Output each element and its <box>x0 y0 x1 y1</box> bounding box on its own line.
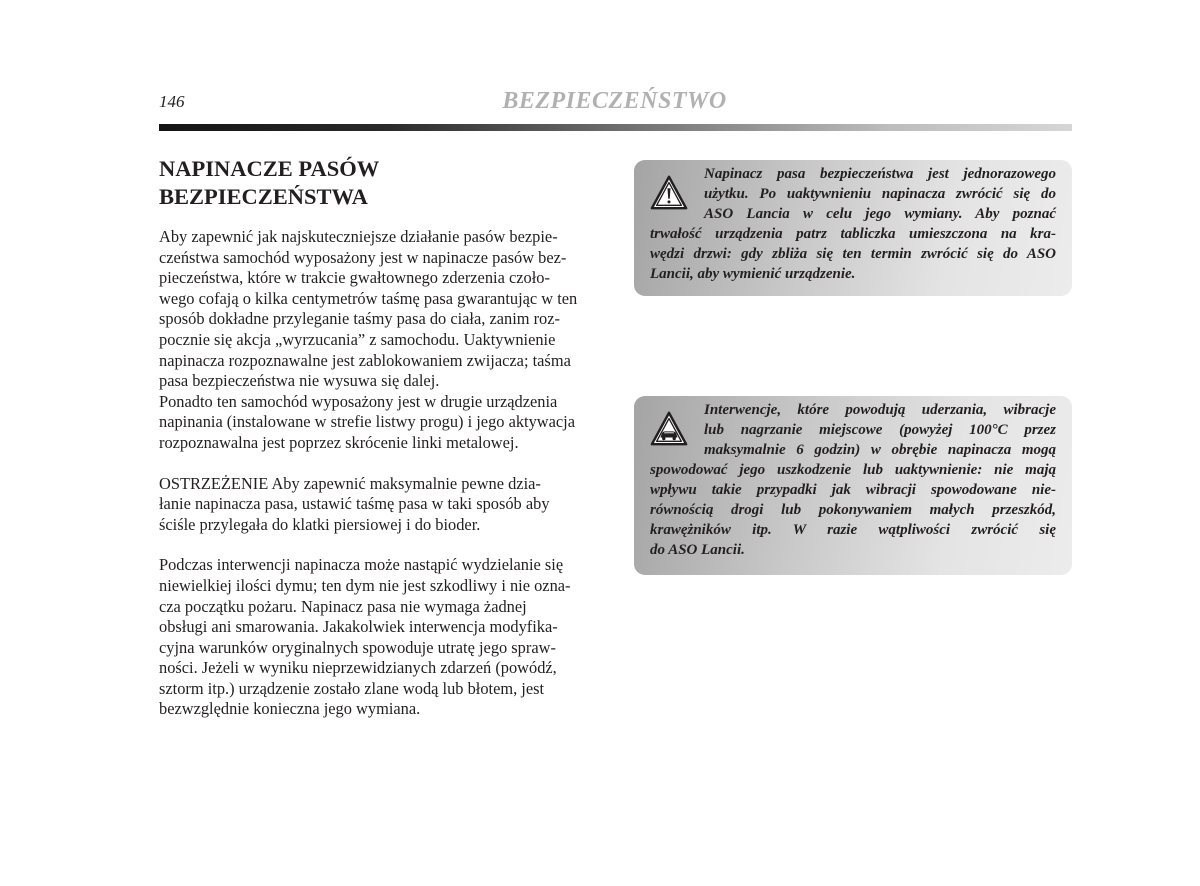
text-line: ności. Jeżeli w wyniku nieprzewidzianych zdarzeń (powódź, <box>159 658 557 678</box>
text-line: pasa bezpieczeństwa nie wysuwa się dalej. <box>159 371 440 391</box>
warning-line: maksymalnie 6 godzin) w obrębie napinacza mogą <box>704 442 1056 458</box>
warning-line: wędzi drzwi: gdy zbliża się ten termin zwrócić się do ASO <box>650 246 1056 262</box>
warning-line: Napinacz pasa bezpieczeństwa jest jednorazowego <box>704 166 1056 182</box>
text-line: pocznie się akcja „wyrzucania” z samochodu. Uaktywnienie <box>159 329 556 349</box>
text-line: Ponadto ten samochód wyposażony jest w drugie urządzenia <box>159 391 558 411</box>
main-column <box>159 155 598 720</box>
text-line: bezwzględnie konieczna jego wymiana. <box>159 699 421 719</box>
text-line: Podczas interwencji napinacza może nastąpić wydzielanie się <box>159 555 564 575</box>
page-heading <box>159 155 598 211</box>
text-line: niewielkiej ilości dymu; ten dym nie jest szkodliwy i nie ozna- <box>159 575 571 595</box>
header-divider <box>159 124 1072 131</box>
text-line: czeństwa samochód wyposażony jest w napinacze pasów bez- <box>159 247 567 267</box>
warning-line: do ASO Lancii. <box>650 542 745 558</box>
text-line: łanie napinacza pasa, ustawić taśmę pasa w taki sposób aby <box>159 494 550 514</box>
text-line: wego cofają o kilka centymetrów taśmę pasa gwarantując w ten <box>159 288 578 308</box>
warning-line: spowodować jego uszkodzenie lub uaktywnienie: nie mają <box>650 462 1056 478</box>
section-title: BEZPIECZEŃSTWO <box>502 88 727 114</box>
text-line: OSTRZEŻENIE Aby zapewnić maksymalnie pewne dzia- <box>159 473 541 493</box>
paragraph-smoke <box>159 555 598 720</box>
warning-box-interventions <box>634 396 1072 575</box>
warning-line: krawężników itp. W razie wątpliwości zwrócić się <box>650 522 1056 538</box>
text-line: pieczeństwa, które w trakcie gwałtownego zderzenia czoło- <box>159 268 550 288</box>
warning-line: równością drogi lub pokonywaniem małych przeszkód, <box>650 502 1056 518</box>
warning-line: Lancii, aby wymienić urządzenie. <box>650 266 856 282</box>
text-line: Aby zapewnić jak najskuteczniejsze działanie pasów bezpie- <box>159 227 558 246</box>
heading-line: BEZPIECZEŃSTWA <box>159 184 368 209</box>
warning-line: lub nagrzanie miejscowe (powyżej 100°C przez <box>704 422 1056 438</box>
warning-line: ASO Lancia w celu jego wymiany. Aby poznać <box>704 206 1056 222</box>
warning-text <box>650 400 1056 560</box>
text-line: rozpoznawalna jest poprzez skrócenie linki metalowej. <box>159 432 519 452</box>
warning-line: użytku. Po uaktywnieniu napinacza zwrócić się do <box>704 186 1056 202</box>
text-line: napinania (instalowane w strefie listwy progu) i jego aktywacja <box>159 412 576 432</box>
warning-line: wpływu takie przypadki jak wibracji spowodowane nie- <box>650 482 1056 498</box>
paragraph-warning <box>159 474 598 536</box>
warning-text <box>650 164 1056 284</box>
text-line: cyjna warunków oryginalnych spowoduje utratę jego spraw- <box>159 637 556 657</box>
text-line: obsługi ani smarowania. Jakakolwiek interwencja modyfika- <box>159 617 558 637</box>
page-number: 146 <box>159 92 185 111</box>
text-line: sztorm itp.) urządzenie zostało zlane wodą lub błotem, jest <box>159 678 545 698</box>
warning-line: Interwencje, które powodują uderzania, wibracje <box>704 402 1056 418</box>
text-line: napinacza rozpoznawalne jest zablokowaniem zwijacza; taśma <box>159 350 571 370</box>
text-line: cza początku pożaru. Napinacz pasa nie wymaga żadnej <box>159 596 527 616</box>
warning-box-single-use <box>634 160 1072 296</box>
warning-line: trwałość urządzenia patrz tabliczka umieszczona na kra- <box>650 226 1056 242</box>
text-line: ściśle przylegała do klatki piersiowej i do bioder. <box>159 514 481 534</box>
heading-line: NAPINACZE PASÓW <box>159 156 380 181</box>
text-line: sposób dokładne przyleganie taśmy pasa do ciała, zanim roz- <box>159 309 560 329</box>
paragraph-pretensioners <box>159 227 598 454</box>
